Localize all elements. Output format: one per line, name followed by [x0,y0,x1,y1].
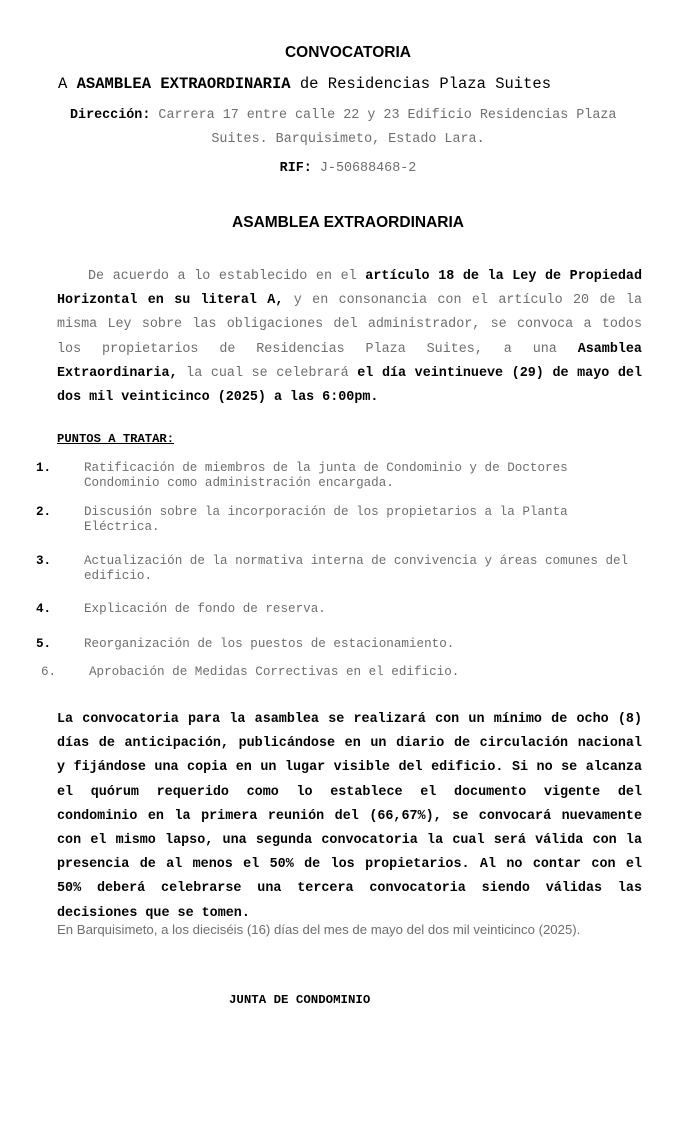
closing-date-line: En Barquisimeto, a los dieciséis (16) días del mes de mayo del dos mil veinticinco (2025). [57,922,581,937]
agenda-item-number: 6. [41,665,57,679]
agenda-item [36,637,644,652]
agenda-item [36,505,644,535]
section-title: ASAMBLEA EXTRAORDINARIA [232,214,464,231]
subtitle-prefix: A [58,75,68,93]
agenda-item-number: 2. [36,505,52,519]
address-value-line1: Carrera 17 entre calle 22 y 23 Edificio Residencias Plaza [158,108,617,123]
agenda-item-text: Actualización de la normativa interna de convivencia y áreas comunes del edificio. [84,554,629,583]
agenda-heading: PUNTOS A TRATAR: [57,432,175,446]
agenda-item-number: 1. [36,461,52,475]
agenda-item-text: Discusión sobre la incorporación de los propietarios a la Planta Eléctrica. [84,505,568,534]
subtitle-event-name: ASAMBLEA EXTRAORDINARIA [76,75,291,93]
intro-bold-2: Asamblea Extraordinaria, [57,341,642,381]
intro-bold-3: el día veintinueve (29) de mayo del dos mil veinticinco (2025) a las 6:00pm. [57,365,643,406]
address-line-2: Suites. Barquisimeto, Estado Lara. [211,132,485,147]
signature-block: JUNTA DE CONDOMINIO [229,993,371,1007]
agenda-item-text: Explicación de fondo de reserva. [84,602,326,616]
agenda-item-number: 3. [36,554,52,568]
subtitle-connector: de Residencias Plaza Suites [299,75,552,93]
agenda-item [36,602,644,617]
agenda-item-number: 4. [36,602,52,616]
agenda-item-text: Ratificación de miembros de la junta de Condominio y de Doctores Condominio como administración encargada. [84,461,568,490]
intro-text-3: la cual se celebrará [186,365,349,381]
agenda-item-text: Aprobación de Medidas Correctivas en el edificio. [89,665,460,679]
rif-label: RIF: [279,161,312,176]
intro-text-1: De acuerdo a lo establecido en el [88,269,357,284]
agenda-item [41,665,649,680]
agenda-item-text: Reorganización de los puestos de estacionamiento. [84,637,455,651]
address-label: Dirección: [70,108,151,123]
agenda-item [36,554,644,584]
agenda-item [36,461,644,491]
intro-text-2: y en consonancia con el artículo 20 de la misma Ley sobre las obligaciones del administrador, se convoca a todos los propietarios de Residencias Plaza Suites, a una [57,293,642,357]
rif-value: J-50688468-2 [319,161,417,176]
intro-bold-1: artículo 18 de la Ley de Propiedad Horizontal en su literal A, [57,269,642,309]
agenda-item-number: 5. [36,637,52,651]
convocatoria-paragraph: La convocatoria para la asamblea se realizará con un mínimo de ocho (8) días de anticipación, publicándose en un diario de circulación nacional y fijándose una copia en un lugar visible del edificio. Si no se alcanza el quórum requerido como lo establece el documento vigente del condominio en la primera reunión del (66,67%), se convocará nuevamente con el mismo lapso, una segunda convocatoria la cual será válida con la presencia de al menos el 50% de los propietarios. Al no contar con el 50% deberá celebrarse una tercera convocatoria siendo válidas las decisiones que se tomen. [57,712,642,921]
document-title: CONVOCATORIA [284,44,411,61]
